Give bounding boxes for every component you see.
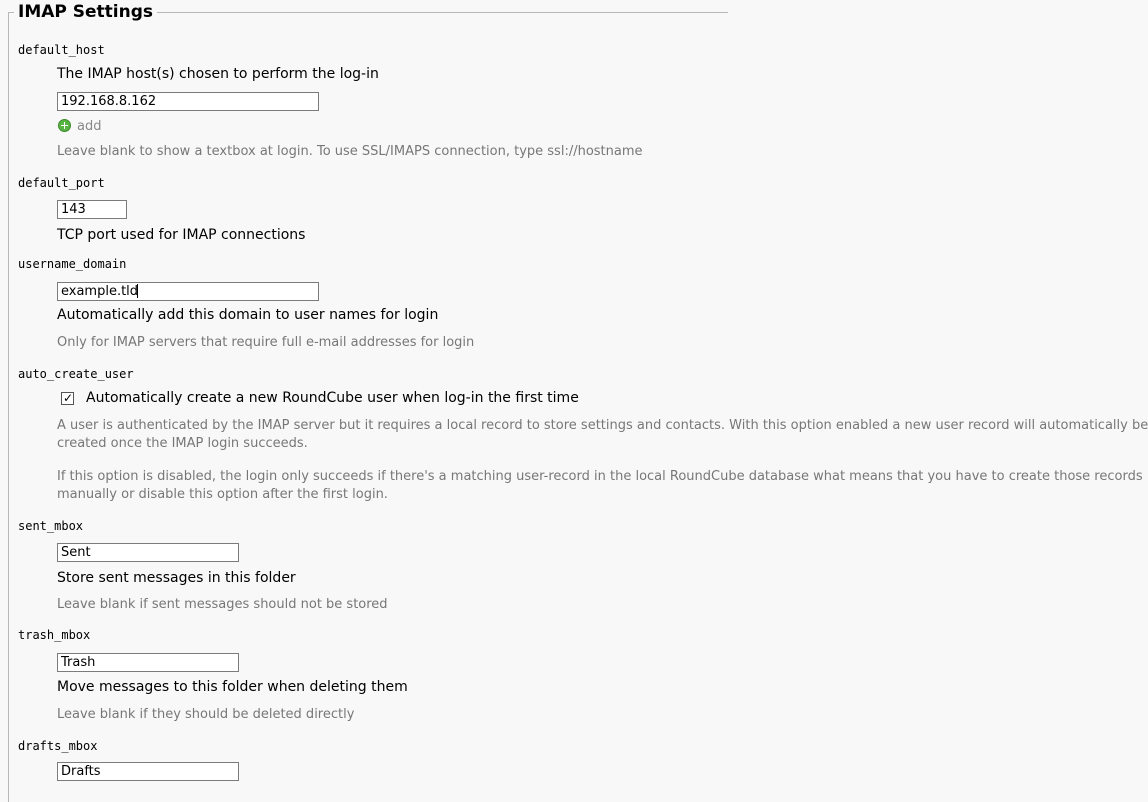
trash-mbox-key: trash_mbox [18, 628, 91, 642]
text-cursor [137, 284, 138, 298]
drafts-mbox-key: drafts_mbox [18, 739, 98, 753]
default-host-input[interactable] [57, 92, 319, 111]
add-host-link[interactable]: add [77, 119, 102, 134]
default-host-key: default_host [18, 43, 105, 57]
default-port-key: default_port [18, 176, 105, 190]
sent-mbox-hint: Leave blank if sent messages should not be stored [57, 597, 388, 612]
sent-mbox-input[interactable] [57, 543, 239, 562]
section-title: IMAP Settings [14, 2, 157, 22]
username-domain-label: Automatically add this domain to user names for login [57, 307, 439, 323]
drafts-mbox-input[interactable] [57, 762, 239, 781]
default-host-hint: Leave blank to show a textbox at login. To use SSL/IMAPS connection, type ssl://hostname [57, 144, 643, 159]
username-domain-input[interactable] [57, 282, 319, 301]
trash-mbox-hint: Leave blank if they should be deleted directly [57, 707, 355, 722]
auto-create-user-hint-line-1: A user is authenticated by the IMAP server but it requires a local record to store settings and contacts. With this option enabled a new user record will automatically be [57, 418, 1148, 433]
username-domain-hint: Only for IMAP servers that require full e-mail addresses for login [57, 335, 475, 350]
trash-mbox-label: Move messages to this folder when deleting them [57, 679, 408, 695]
trash-mbox-input[interactable] [57, 653, 239, 672]
auto-create-user-key: auto_create_user [18, 367, 134, 381]
sent-mbox-key: sent_mbox [18, 519, 84, 533]
add-icon[interactable] [58, 119, 71, 132]
default-port-label: TCP port used for IMAP connections [57, 227, 306, 243]
default-host-label: The IMAP host(s) chosen to perform the log-in [57, 66, 379, 82]
auto-create-user-hint-line-2: created once the IMAP login succeeds. [57, 436, 308, 451]
fieldset-border-left [8, 12, 9, 802]
sent-mbox-label: Store sent messages in this folder [57, 570, 296, 586]
username-domain-key: username_domain [18, 257, 127, 271]
default-port-input[interactable] [57, 200, 127, 219]
auto-create-user-hint-line-3: If this option is disabled, the login only succeeds if there's a matching user-record in the local RoundCube database what means that you have to create those records [57, 469, 1143, 484]
auto-create-user-checkbox[interactable] [61, 392, 74, 405]
auto-create-user-hint-line-4: manually or disable this option after the first login. [57, 487, 388, 502]
check-mark-icon: ✓ [63, 391, 74, 405]
auto-create-user-label: Automatically create a new RoundCube user when log-in the first time [86, 390, 579, 406]
